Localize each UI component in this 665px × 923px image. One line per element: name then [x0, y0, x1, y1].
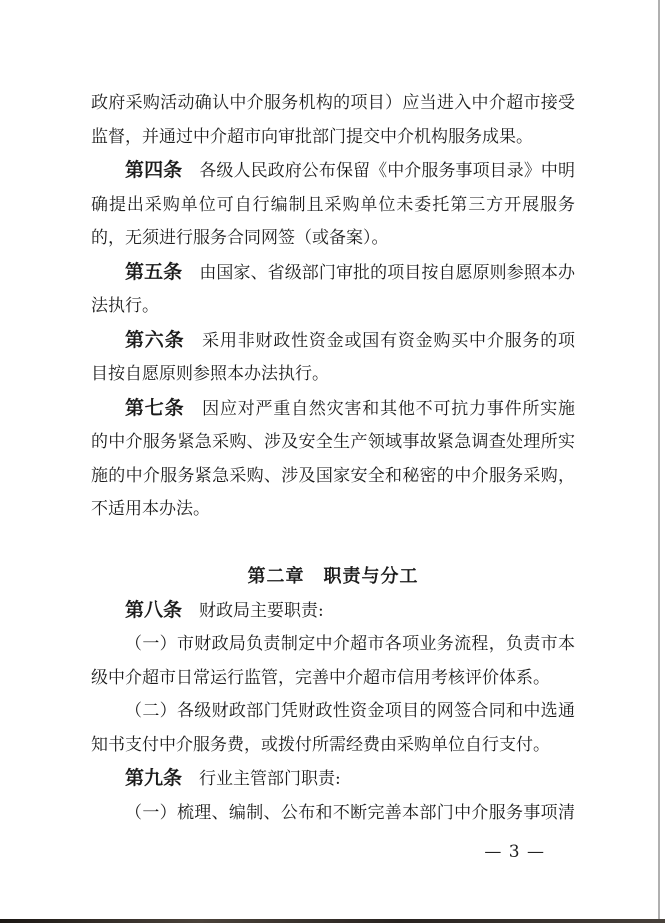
text-segment: （一）梳理、编制、公布和不断完善本部门中介服务事项清 [125, 802, 575, 823]
text-line [91, 358, 575, 392]
text-segment: 行业主管部门职责: [182, 769, 341, 789]
text-line [91, 797, 575, 831]
page-bottom-edge-line [0, 919, 665, 923]
text-segment: 监督，并通过中介超市向审批部门提交中介机构服务成果。 [91, 126, 533, 147]
article-number: 第八条 [125, 598, 183, 621]
text-line [91, 762, 575, 797]
text-segment: 不适用本办法。 [91, 499, 210, 519]
text-line [91, 189, 575, 223]
text-segment: 第二章 职责与分工 [247, 566, 419, 587]
text-segment: （一）市财政局负责制定中介超市各项业务流程，负责市本 [125, 634, 575, 654]
text-segment: 知书支付中介服务费，或拨付所需经费由采购单位自行支付。 [91, 734, 550, 755]
text-segment: 确提出采购单位可自行编制且采购单位未委托第三方开展服务 [91, 194, 575, 215]
text-line [91, 87, 575, 121]
text-line [91, 628, 575, 662]
page-number: — 3 — [484, 842, 545, 862]
text-line [91, 154, 575, 189]
text-line [91, 426, 575, 460]
text-segment: 施的中介服务紧急采购、涉及国家安全和秘密的中介服务采购， [91, 465, 575, 486]
article-number: 第九条 [125, 767, 183, 789]
text-segment: 法执行。 [91, 296, 159, 316]
text-segment: 财政局主要职责: [182, 600, 324, 621]
text-line [91, 324, 575, 359]
text-segment: 政府采购活动确认中介服务机构的项目）应当进入中介超市接受 [91, 93, 575, 113]
blank-line [91, 527, 575, 561]
article-number: 第五条 [125, 260, 183, 283]
text-line [91, 256, 575, 291]
text-line [91, 729, 575, 763]
text-line [91, 493, 575, 527]
text-line [91, 290, 575, 324]
text-line [91, 594, 575, 629]
text-line [91, 460, 575, 494]
text-line [91, 695, 575, 729]
article-number: 第四条 [125, 159, 183, 181]
text-segment: 的，无须进行服务合同网签（或备案）。 [91, 228, 389, 248]
article-number: 第六条 [125, 328, 185, 351]
text-segment: 各级人民政府公布保留《中介服务事项目录》中明 [182, 161, 575, 181]
text-segment: 目按自愿原则参照本办法执行。 [91, 364, 329, 384]
text-segment: 采用非财政性资金或国有资金购买中介服务的项 [184, 330, 575, 351]
text-segment: 的中介服务紧急采购、涉及安全生产领域事故紧急调查处理所实 [91, 432, 575, 452]
article-number: 第七条 [125, 396, 185, 419]
text-line [91, 392, 575, 427]
text-line [91, 121, 575, 155]
text-line [91, 662, 575, 696]
text-line [91, 222, 575, 256]
chapter-heading [91, 560, 575, 594]
text-segment: （二）各级财政部门凭财政性资金项目的网签合同和中选通 [125, 701, 575, 721]
text-segment: 因应对严重自然灾害和其他不可抗力事件所实施 [184, 398, 575, 419]
page-right-edge-line [658, 0, 660, 919]
text-segment: 级中介超市日常运行监管，完善中介超市信用考核评价体系。 [91, 667, 550, 688]
document-body [91, 87, 575, 830]
text-segment: 由国家、省级部门审批的项目按自愿原则参照本办 [182, 262, 575, 283]
